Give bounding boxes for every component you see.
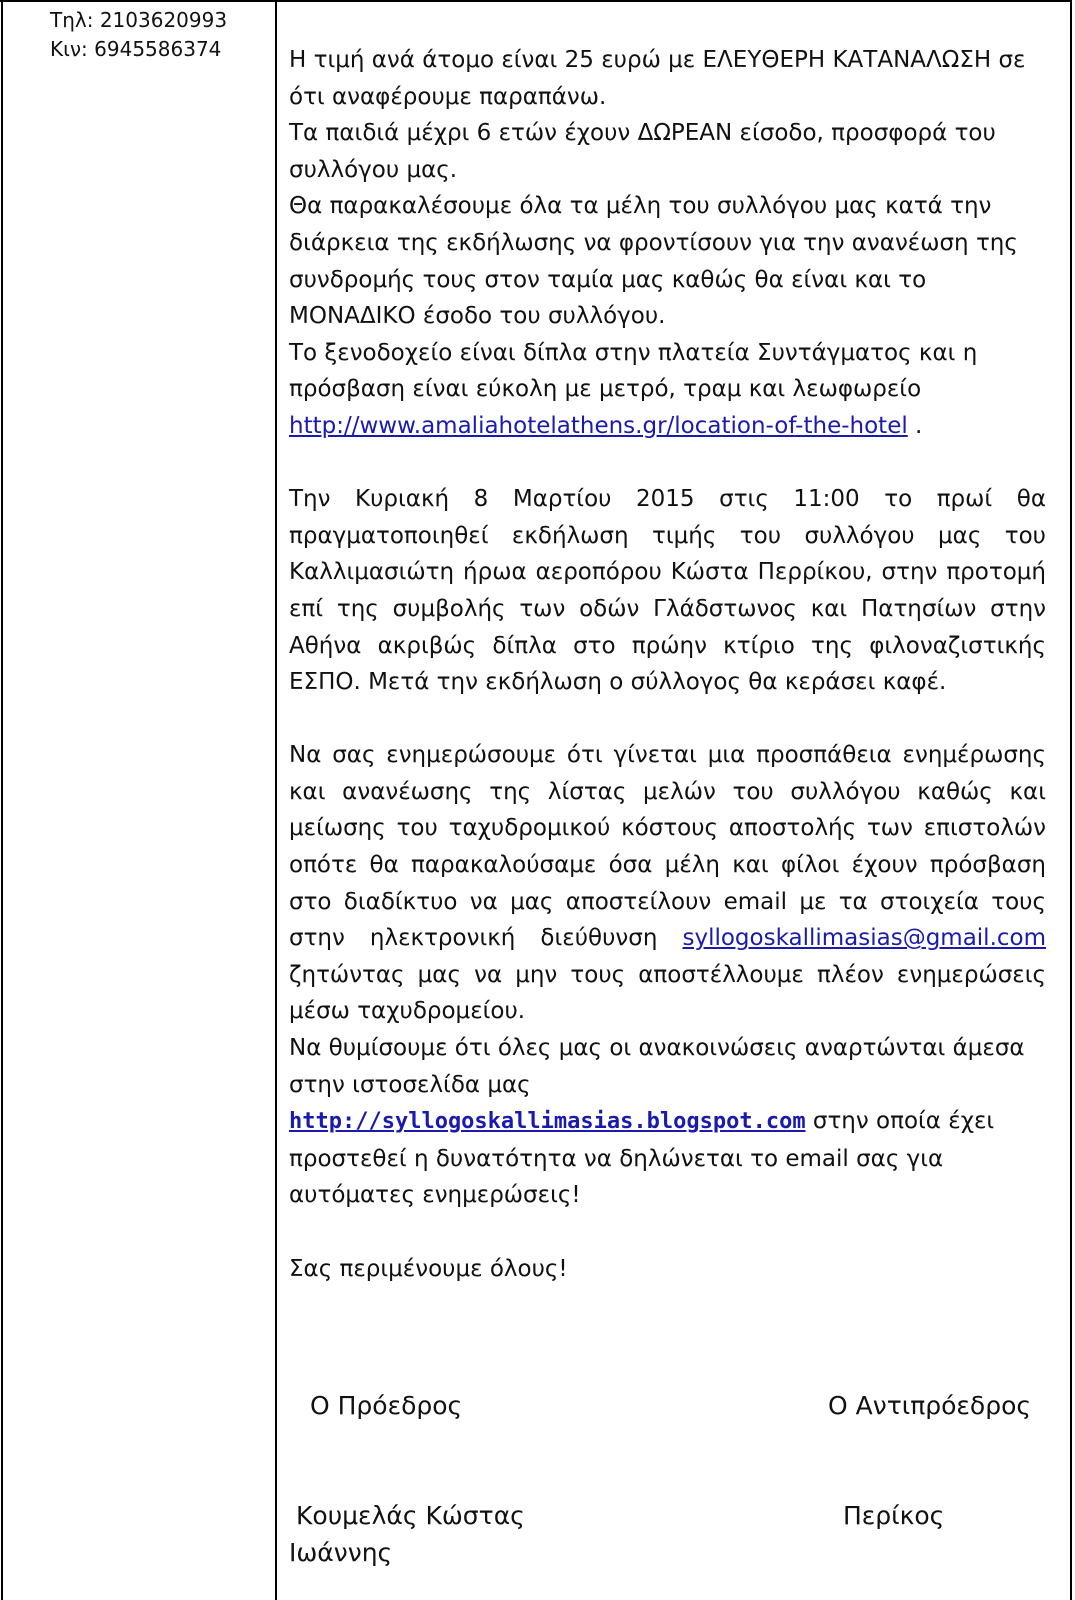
event-paragraph: Την Κυριακή 8 Μαρτίου 2015 στις 11:00 το πρωί θα πραγματοποιηθεί εκδήλωση τιμής του συλλόγου μας του Καλλιμασιώτη ήρωα αεροπόρου Κώστα Περρίκου, στην προτομή επί της συμβολής των οδών Γλάδστωνος και Πατησίων στην Αθήνα ακριβώς δίπλα στο πρώην κτίριο της φιλοναζιστικής ΕΣΠΟ. Μετά την εκδήλωση ο σύλλογος θα κεράσει καφέ.	[289, 486, 1046, 696]
email-request-text-end: ζητώντας μας να μην τους αποστέλλουμε πλέον ενημερώσεις μέσω ταχυδρομείου.	[289, 961, 1046, 1025]
email-link[interactable]: syllogoskallimasias@gmail.com	[682, 925, 1047, 952]
children-paragraph: Τα παιδιά μέχρι 6 ετών έχουν ΔΩΡΕΑΝ είσοδο, προσφορά του συλλόγου μας.	[289, 120, 996, 183]
vice-president-title: Ο Αντιπρόεδρος	[828, 1391, 1032, 1420]
contact-column	[50, 6, 227, 64]
email-paragraph	[289, 737, 1046, 1030]
spacer	[289, 445, 1046, 482]
blog-text: Να θυμίσουμε ότι όλες μας οι ανακοινώσεις αναρτώνται άμεσα στην ιστοσελίδα μας	[289, 1035, 1025, 1098]
phone-number: Τηλ: 2103620993	[50, 8, 228, 32]
spacer	[289, 1214, 1046, 1251]
hotel-link-suffix: .	[907, 412, 923, 439]
vice-president-name: Περίκος	[843, 1501, 945, 1530]
left-border	[1, 0, 3, 1600]
hotel-text: Το ξενοδοχείο είναι δίπλα στην πλατεία Συντάγματος και η πρόσβαση είναι εύκολη με μετρό, τραμ και λεωφωρείο	[289, 339, 978, 403]
price-paragraph: Η τιμή ανά άτομο είναι 25 ευρώ με ΕΛΕΥΘΕΡΗ ΚΑΤΑΝΑΛΩΣΗ σε ότι αναφέρουμε παραπάνω.	[289, 47, 1026, 110]
membership-paragraph: Θα παρακαλέσουμε όλα τα μέλη του συλλόγου μας κατά την διάρκεια της εκδήλωσης να φροντίσουν για την ανανέωση της συνδρομής τους στον ταμία μας καθώς θα είναι και το ΜΟΝΑΔΙΚΟ έσοδο του συλλόγου.	[289, 193, 1018, 330]
mobile-number: Κιν: 6945586374	[50, 37, 222, 61]
blog-paragraph	[289, 1030, 1046, 1214]
top-border	[0, 0, 1072, 2]
president-title: Ο Πρόεδρος	[310, 1391, 463, 1420]
blog-link[interactable]: http://syllogoskallimasias.blogspot.com	[289, 1109, 806, 1135]
hotel-paragraph	[289, 335, 1046, 445]
closing-line: Σας περιμένουμε όλους!	[289, 1255, 568, 1282]
president-name: Κουμελάς Κώστας	[296, 1501, 525, 1530]
email-request-text: Να σας ενημερώσουμε ότι γίνεται μια προσπάθεια ενημέρωσης και ανανέωσης της λίστας μελών του συλλόγου καθώς και μείωσης του ταχυδρομικού κόστους αποστολής των επιστολών οπότε θα παρακαλούσαμε όσα μέλη και φίλοι έχουν πρόσβαση στο διαδίκτυο να μας αποστείλουν email με τα στοιχεία τους στην ηλεκτρονική διεύθυνση	[289, 742, 1046, 952]
vice-president-name-second-line: Ιωάννης	[289, 1538, 393, 1567]
spacer	[289, 701, 1046, 738]
right-border	[1070, 0, 1072, 1600]
letter-body	[289, 42, 1046, 1287]
column-divider	[275, 0, 277, 1600]
hotel-location-link[interactable]: http://www.amaliahotelathens.gr/location-of-the-hotel	[289, 412, 908, 439]
blog-text-end: στην οποία έχει προστεθεί η δυνατότητα να δηλώνεται το email σας για αυτόματες ενημερώσεις!	[289, 1108, 995, 1209]
